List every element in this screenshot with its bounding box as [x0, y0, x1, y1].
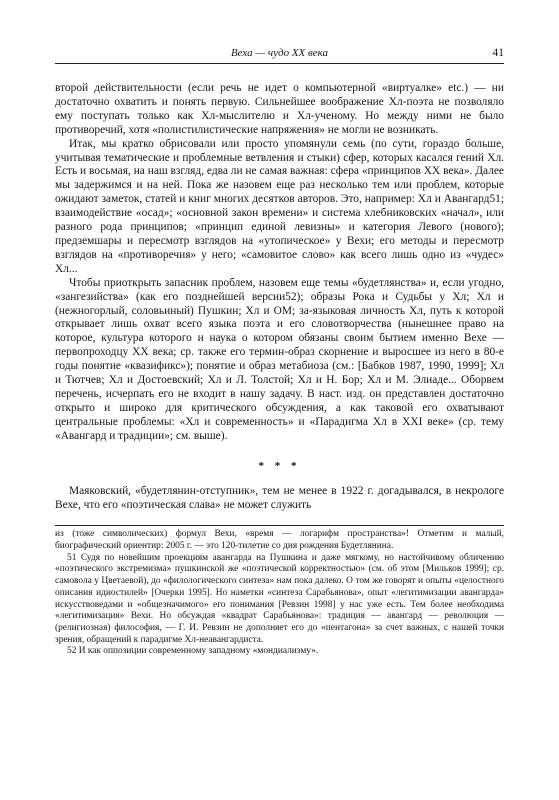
main-text — [55, 82, 504, 513]
paragraph: второй действительности (если речь не идет о компьютерной «виртуалке» etc.) — ни достаточно охватить и понять первую. Сильнейшее воображение Хл-поэта не позволяло ему поступать только как Хл-мыслителю и Хл-ученому. Но между ними не было противоречий, хотя «полистилистические напряжения» не могли не возникать. — [55, 82, 504, 136]
paragraph: Маяковский, «будетлянин-отступник», тем не менее в 1922 г. догадывался, в некрологе Вехе, что его «поэтическая слава» не может служить — [55, 485, 504, 512]
page-number: 41 — [492, 47, 504, 59]
footnote: из (тоже символических) формул Вехи, «время — логарифм пространства»! Отметим и малый, биографический ориентир: 2005 г. — это 120-тилетие со дня рождения Будетлянина. — [55, 529, 504, 551]
footnotes — [55, 525, 504, 658]
running-header — [55, 47, 504, 64]
running-title: Веха — чудо XX века — [230, 47, 329, 59]
footnote: 52 И как оппозиции современному западному «мондиализму». — [67, 646, 319, 657]
section-separator: * * * — [258, 459, 301, 472]
paragraph: Чтобы приоткрыть запасник проблем, назовем еще темы «будетлянства» и, если угодно, «зангезийства» (как его позднейшей версии52); образы Рока и Судьбы у Хл; Хл и (нежногорлый, соловьиный) Пушкин; Хл и ОМ; за-языковая личность Хл, путь к которой открывает лишь охват всего языка поэта и его словотворчества (нынешнее право на которое, культура которого и наука о котором обязаны своим бытием именно Вехе — первопроходцу XX века; ср. также его термин-образ скорнение и выросшее из него в 80-е годы понятие «квазификс»); понятие и образ метабиоза (см.: [Бабков 1987, 1990, 1999]; Хл и Тютчев; Хл и Достоевский; Хл и Л. Толстой; Хл и Н. Бор; Хл и М. Элиаде... Оборвем перечень, исчерпать его не входит в нашу задачу. В наст. изд. он представлен достаточно открыто и широко для критического обсуждения, а как таковой его охватывают центральные проблемы: «Хл и современность» и «Парадигма Хл в XXI веке» (ср. тему «Авангард и традиции»; см. выше). — [55, 276, 504, 442]
document-page — [55, 47, 504, 658]
paragraph: Итак, мы кратко обрисовали или просто упомянули семь (по сути, гораздо больше, учитывая тематические и проблемные ветвления и стыки) сфер, которых касался гений Хл. Есть и восьмая, на наш взгляд, едва ли не самая важная: сфера «принципов XX века». Далее мы задержимся и на ней. Пока же назовем еще раз несколько тем или проблем, которые ожидают заметок, статей и книг многих десятков авторов. Это, например: Хл и Авангард51; взаимодействие «осад»; «основной закон времени» и система хлебниковских «начал», или разного рода принципов; «принцип единой левизны» и категория Левого (нового); предземшары и пересмотр взглядов на «утопическое» у Вехи; его методы и пересмотр взглядов на «противоречия» у него; «самовитое слово» как всего лишь одно из «чудес» Хл... — [55, 137, 504, 275]
footnote: 51 Судя по новейшим проекциям авангарда на Пушкина и даже мягкому, но настойчивому обличению «поэтического экстремизма» пушкинской же «поэтической корректностью» (см. об этом [Мильков 1999]; ср. самовола у Цветаевой), до «филологического синтеза» нам пока далеко. О том же говорят и опыты «целостного описания идиостилей» [Очерки 1995]. Но наметки «синтеза Сарабьянова», опыт «легитимизации авангарда» искусствоведами и «общезначимого» его понимания [Ревзин 1998] у нас уже есть. Тем более необходима «легитимизация» Вехи. Но обсуждая «квадрат Сарабьянова»: традиция — авангард — революция — (религиозная) философия, — Г. И. Ревзин не дополняет его до «пентагона» за счет важных, с нашей точки зрения, обращений к парадигме Хл-неавангардиста. — [55, 552, 504, 645]
